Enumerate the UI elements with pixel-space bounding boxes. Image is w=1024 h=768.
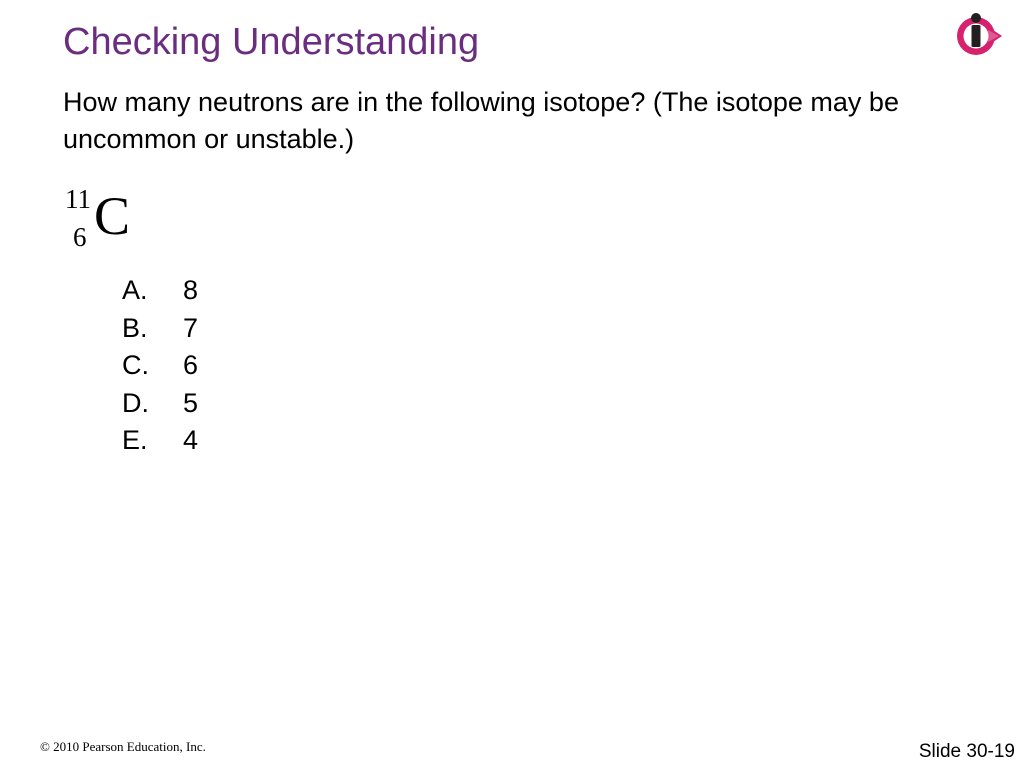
choice-letter: B. xyxy=(122,312,148,343)
choice-c[interactable] xyxy=(122,347,198,385)
choice-d[interactable] xyxy=(122,385,198,423)
choice-a[interactable] xyxy=(122,272,198,310)
isotope-mass-number: 11 xyxy=(65,184,91,214)
slide-title: Checking Understanding xyxy=(63,21,480,63)
choice-text: 4 xyxy=(183,425,199,455)
answer-choices xyxy=(122,272,198,460)
question-text: How many neutrons are in the following isotope? (The isotope may be uncommon or unstable.) xyxy=(63,87,899,154)
choice-letter: C. xyxy=(122,350,149,380)
choice-text: 5 xyxy=(183,387,199,418)
choice-letter: A. xyxy=(122,275,148,305)
isotope-atomic-number: 6 xyxy=(73,222,87,252)
choice-letter: E. xyxy=(122,425,148,455)
info-clicker-icon xyxy=(952,8,1004,60)
slide-number: Slide 30-19 xyxy=(918,741,1015,762)
copyright-notice: © 2010 Pearson Education, Inc. xyxy=(40,739,206,754)
choice-b[interactable] xyxy=(122,310,198,348)
choice-letter: D. xyxy=(122,387,149,418)
choice-text: 8 xyxy=(183,275,199,305)
choice-e[interactable] xyxy=(122,422,198,460)
choice-text: 6 xyxy=(183,350,199,380)
choice-text: 7 xyxy=(183,312,199,343)
isotope-notation xyxy=(63,184,153,254)
info-clicker-icon-graphic xyxy=(952,8,1004,60)
isotope-symbol: C xyxy=(94,186,131,246)
